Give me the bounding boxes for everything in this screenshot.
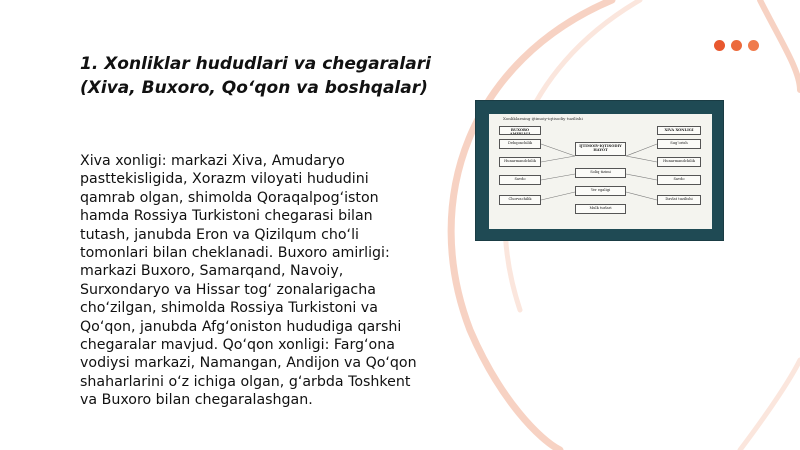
- dot-icon: [714, 40, 725, 51]
- diagram-center-item: Mulk turlari: [575, 204, 626, 214]
- slide-body-text: Xiva xonligi: markazi Xiva, Amudaryo pasttekisligida, Xorazm viloyati hududini qamrab olgan, shimolda Qoraqalpog‘iston hamda Rossiya Turkistoni chegarasi bilan tutash, janubda Eron va Qizilqum cho‘li tomonlari bilan cheklanadi. Buxoro amirligi: markazi Buxoro, Samarqand, Navoiy, Surxondaryo va Hissar tog‘ zonalarigacha cho‘zilgan, shimolda Rossiya Turkistoni va Qo‘qon, janubda Afg‘oniston hududiga qarshi chegaralar mavjud. Qo‘qon xonligi: Farg‘ona vodiysi markazi, Namangan, Andijon va Qo‘qon shaharlarini o‘z ichiga olgan, g‘arbda Toshkent va Buxoro bilan chegaralashgan.: [80, 153, 417, 409]
- accent-arc-bottom: [740, 360, 800, 450]
- diagram-right-item: Savdo: [657, 175, 701, 185]
- diagram-center-item: Yer egaligi: [575, 186, 626, 196]
- diagram-right-item: Sug‘orish: [657, 139, 701, 149]
- diagram-right-title: XIVA XONLIGI: [657, 126, 701, 135]
- diagram-right-item: Davlat tuzilishi: [657, 195, 701, 205]
- diagram-left-item: Dehqonchilik: [499, 139, 541, 149]
- diagram-left-item: Savdo: [499, 175, 541, 185]
- diagram-center-title: IJTIMOIY-IQTISODIY HAYOT: [575, 142, 626, 156]
- slide-title: [80, 52, 440, 100]
- diagram-header: Xonliklarning ijtimoiy-iqtisodiy tuzilishi: [503, 116, 583, 121]
- diagram-right-item: Hunarmandchilik: [657, 157, 701, 167]
- diagram-left-title: BUXORO AMIRLIGI: [499, 126, 541, 135]
- diagram-left-item: Chorvachilik: [499, 195, 541, 205]
- slide-title-line-1: 1. Xonliklar hududlari va chegaralari: [80, 54, 431, 74]
- diagram-center-item: Soliq tizimi: [575, 168, 626, 178]
- diagram-image: [475, 100, 724, 241]
- decorative-dots: [714, 40, 759, 51]
- slide-title-line-2: (Xiva, Buxoro, Qo‘qon va boshqalar): [80, 78, 428, 98]
- diagram-image-content: [489, 114, 712, 229]
- dot-icon: [748, 40, 759, 51]
- accent-arc-right: [760, 0, 800, 90]
- dot-icon: [731, 40, 742, 51]
- diagram-left-item: Hunarmandchilik: [499, 157, 541, 167]
